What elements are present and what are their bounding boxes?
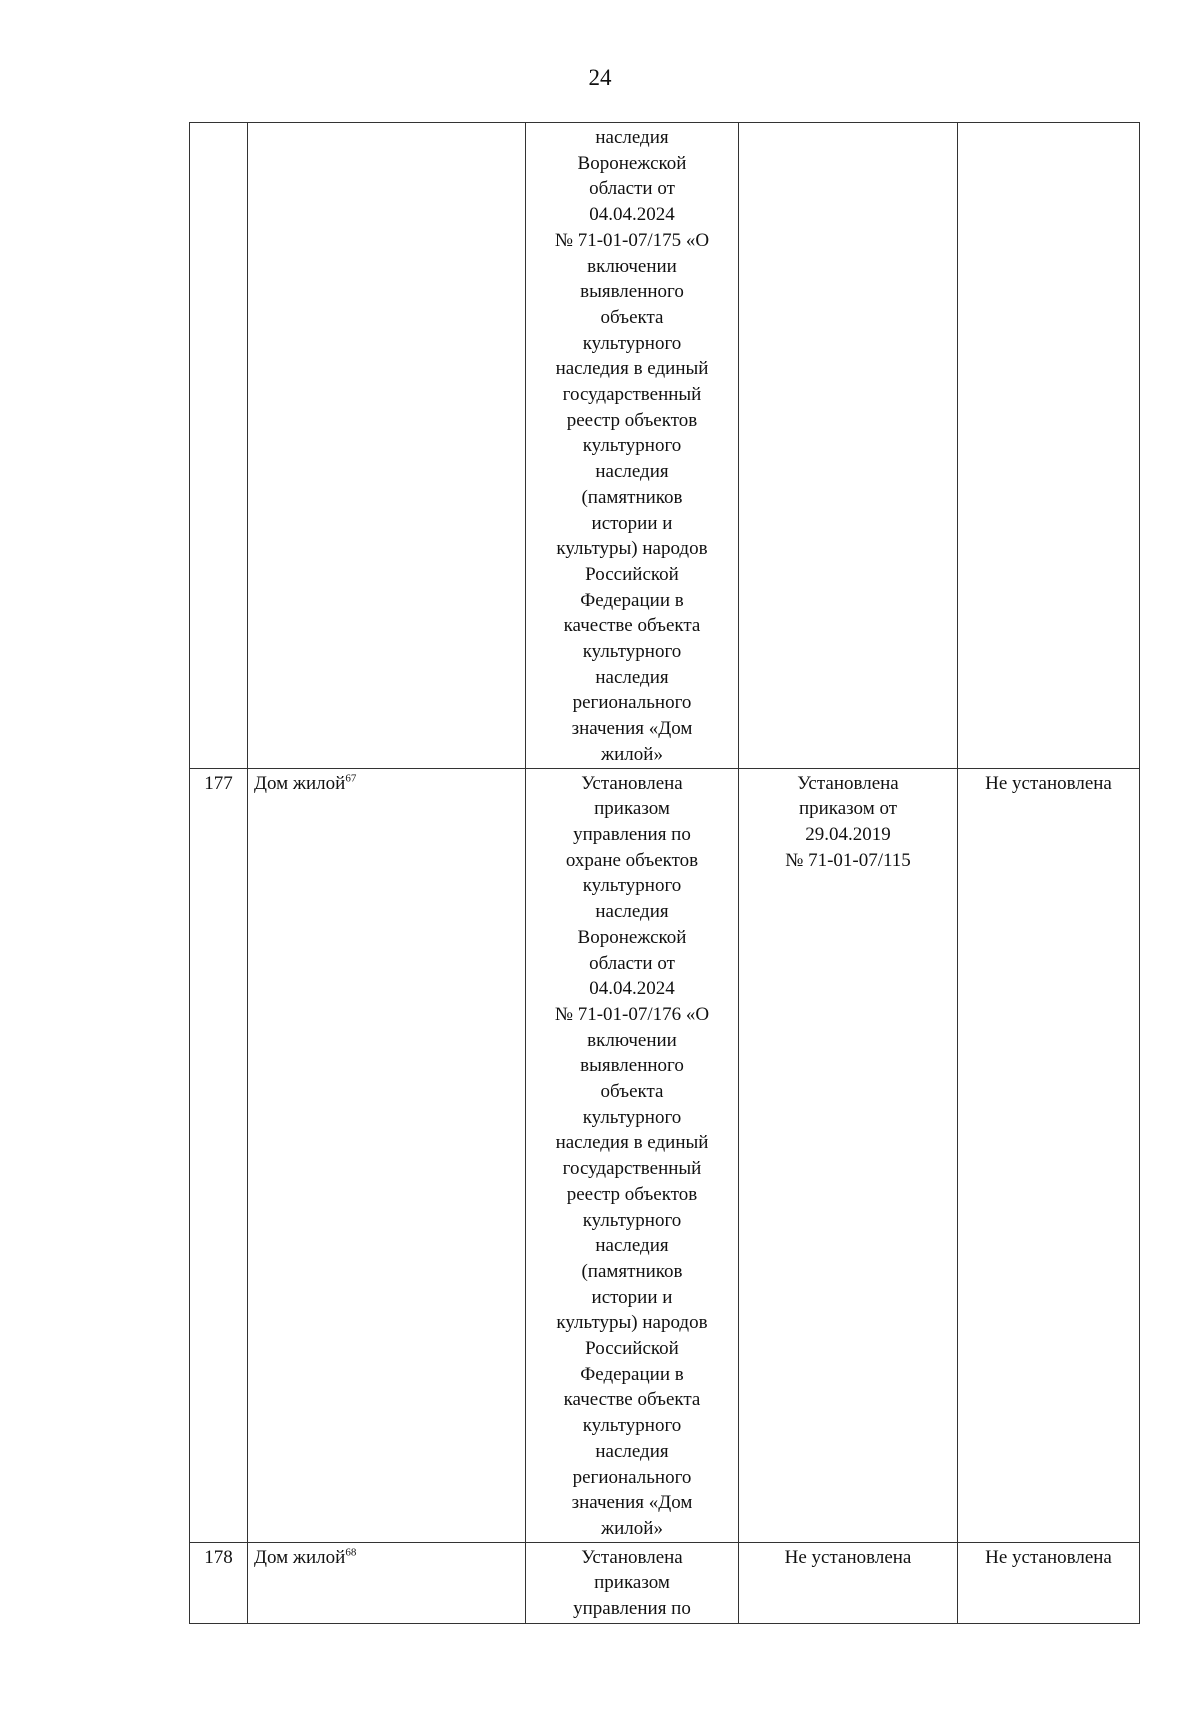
basis-text-line: культуры) народов bbox=[556, 538, 708, 560]
basis-text-line: реестр объектов bbox=[566, 409, 698, 431]
boundaries-order-cell bbox=[739, 123, 958, 769]
basis-text-line: качестве объекта bbox=[563, 615, 701, 637]
basis-text-line: Установлена bbox=[581, 1546, 683, 1568]
basis-text-line: Российской bbox=[585, 1338, 679, 1360]
boundaries-order-cell bbox=[739, 768, 958, 1542]
table-row bbox=[190, 123, 1140, 769]
basis-text-line: объекта bbox=[600, 306, 664, 328]
zones-status: Не установлена bbox=[985, 1546, 1112, 1568]
basis-text-line: культурного bbox=[582, 1209, 682, 1231]
order-text-line: Установлена bbox=[797, 772, 899, 794]
basis-text-line: приказом bbox=[594, 798, 670, 820]
basis-text-line: № 71-01-07/175 «О bbox=[554, 229, 710, 251]
basis-text-line: культурного bbox=[582, 641, 682, 663]
basis-text-line: № 71-01-07/176 «О bbox=[554, 1003, 710, 1025]
heritage-objects-table bbox=[189, 122, 1140, 1624]
basis-text-line: охране объектов bbox=[565, 849, 699, 871]
order-text-line: 29.04.2019 bbox=[805, 823, 891, 845]
row-number-cell bbox=[190, 123, 248, 769]
basis-text-line: значения «Дом bbox=[571, 1492, 693, 1514]
row-number: 178 bbox=[204, 1546, 233, 1568]
object-name: Дом жилой bbox=[254, 772, 346, 794]
basis-text-line: Российской bbox=[585, 563, 679, 585]
basis-text-line: Федерации в bbox=[580, 589, 684, 611]
basis-text-line: наследия в единый bbox=[555, 1132, 709, 1154]
footnote-ref: 67 bbox=[345, 772, 357, 785]
basis-text-line: качестве объекта bbox=[563, 1389, 701, 1411]
zones-status-cell bbox=[958, 1542, 1140, 1623]
object-name-cell bbox=[248, 768, 526, 1542]
order-text-line: № 71-01-07/115 bbox=[785, 849, 911, 871]
basis-text-line: Воронежской bbox=[577, 926, 687, 948]
basis-text-line: 04.04.2024 bbox=[589, 978, 675, 1000]
zones-status-cell bbox=[958, 768, 1140, 1542]
basis-text-line: выявленного bbox=[580, 1055, 684, 1077]
row-number-cell bbox=[190, 1542, 248, 1623]
table-row bbox=[190, 1542, 1140, 1623]
basis-text-line: области от bbox=[589, 178, 675, 200]
basis-text-line: (памятников bbox=[581, 486, 683, 508]
basis-text-line: (памятников bbox=[581, 1260, 683, 1282]
row-number-cell bbox=[190, 768, 248, 1542]
protection-basis-cell bbox=[526, 123, 739, 769]
basis-text-line: государственный bbox=[562, 384, 702, 406]
basis-text-line: Воронежской bbox=[577, 152, 687, 174]
basis-text-line: культурного bbox=[582, 1106, 682, 1128]
object-name: Дом жилой bbox=[254, 1546, 346, 1568]
basis-text-line: наследия bbox=[595, 901, 669, 923]
basis-text-line: культуры) народов bbox=[556, 1312, 708, 1334]
basis-text-line: наследия bbox=[595, 666, 669, 688]
table-body bbox=[190, 123, 1140, 1624]
basis-text-line: культурного bbox=[582, 1415, 682, 1437]
basis-text-line: 04.04.2024 bbox=[589, 204, 675, 226]
table-row bbox=[190, 768, 1140, 1542]
basis-text-line: наследия bbox=[595, 1440, 669, 1462]
basis-text-line: культурного bbox=[582, 875, 682, 897]
basis-text-line: управления по bbox=[573, 1598, 691, 1620]
basis-text-line: выявленного bbox=[580, 281, 684, 303]
basis-text-line: наследия bbox=[595, 1235, 669, 1257]
basis-text-line: истории и bbox=[591, 1286, 673, 1308]
basis-text-line: регионального bbox=[572, 692, 692, 714]
basis-text-line: наследия bbox=[595, 127, 669, 148]
zones-status: Не установлена bbox=[985, 772, 1112, 794]
object-name-cell bbox=[248, 123, 526, 769]
page-number: 24 bbox=[588, 65, 612, 90]
basis-text-line: Федерации в bbox=[580, 1363, 684, 1385]
order-text-line: приказом от bbox=[798, 798, 898, 820]
basis-text-line: включении bbox=[587, 255, 677, 277]
protection-basis-cell bbox=[526, 768, 739, 1542]
basis-text-line: включении bbox=[587, 1029, 677, 1051]
order-text-line: Не установлена bbox=[784, 1546, 912, 1568]
basis-text-line: области от bbox=[589, 952, 675, 974]
footnote-ref: 68 bbox=[345, 1546, 357, 1559]
row-number: 177 bbox=[204, 772, 233, 794]
zones-status-cell bbox=[958, 123, 1140, 769]
basis-text-line: объекта bbox=[600, 1081, 664, 1103]
basis-text-line: наследия в единый bbox=[555, 358, 709, 380]
basis-text-line: реестр объектов bbox=[566, 1183, 698, 1205]
protection-basis-cell bbox=[526, 1542, 739, 1623]
basis-text-line: приказом bbox=[594, 1572, 670, 1594]
basis-text-line: значения «Дом bbox=[571, 718, 693, 740]
basis-text-line: истории и bbox=[591, 512, 673, 534]
basis-text-line: жилой» bbox=[601, 743, 663, 765]
basis-text-line: Установлена bbox=[581, 772, 683, 794]
object-name-cell bbox=[248, 1542, 526, 1623]
boundaries-order-cell bbox=[739, 1542, 958, 1623]
basis-text-line: культурного bbox=[582, 435, 682, 457]
basis-text-line: жилой» bbox=[601, 1517, 663, 1539]
basis-text-line: культурного bbox=[582, 332, 682, 354]
basis-text-line: регионального bbox=[572, 1466, 692, 1488]
basis-text-line: управления по bbox=[573, 823, 691, 845]
basis-text-line: государственный bbox=[562, 1158, 702, 1180]
basis-text-line: наследия bbox=[595, 461, 669, 483]
